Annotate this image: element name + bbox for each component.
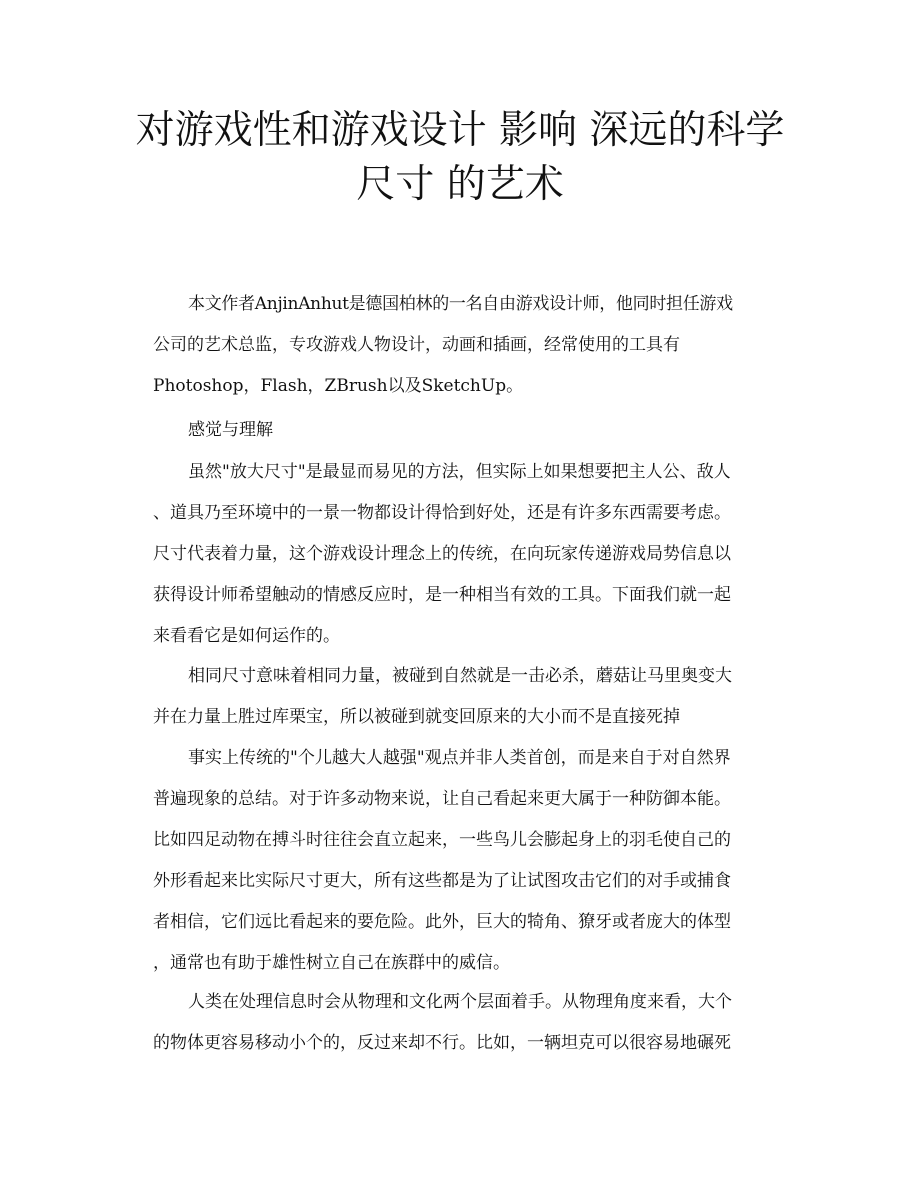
paragraph-line: 并在力量上胜过库栗宝，所以被碰到就变回原来的大小而不是直接死掉 — [153, 707, 680, 727]
title-line-2: 尺寸 的艺术 — [356, 162, 564, 207]
paragraph-line: 获得设计师希望触动的情感反应时，是一种相当有效的工具。下面我们就一起 — [153, 585, 731, 605]
document-title — [110, 104, 810, 212]
section-heading — [153, 410, 768, 451]
paragraph-line: 本文作者AnjinAnhut是德国柏林的一名自由游戏设计师，他同时担任游戏 — [188, 294, 733, 314]
paragraph-size-and-power — [153, 452, 768, 657]
paragraph-line: 普遍现象的总结。对于许多动物来说，让自己看起来更大属于一种防御本能。 — [153, 789, 731, 809]
paragraph-line: 尺寸代表着力量，这个游戏设计理念上的传统，在向玩家传递游戏局势信息以 — [153, 544, 731, 564]
paragraph-line: 的物体更容易移动小个的，反过来却不行。比如，一辆坦克可以很容易地碾死 — [153, 1033, 731, 1053]
paragraph-line: Photoshop，Flash，ZBrush以及SketchUp。 — [153, 376, 524, 396]
paragraph-physical-cultural — [153, 982, 768, 1064]
paragraph-line: 虽然"放大尺寸"是最显而易见的方法，但实际上如果想要把主人公、敌人 — [188, 462, 731, 482]
paragraph-line: 、道具乃至环境中的一景一物都设计得恰到好处，还是有许多东西需要考虑。 — [153, 503, 731, 523]
paragraph-line: 公司的艺术总监，专攻游戏人物设计，动画和插画，经常使用的工具有 — [153, 335, 680, 355]
paragraph-line: 来看看它是如何运作的。 — [153, 626, 340, 646]
paragraph-line: 者相信，它们远比看起来的要危险。此外，巨大的犄角、獠牙或者庞大的体型 — [153, 912, 731, 932]
paragraph-line: 人类在处理信息时会从物理和文化两个层面着手。从物理角度来看，大个 — [188, 992, 732, 1012]
paragraph-line: ，通常也有助于雄性树立自己在族群中的威信。 — [153, 953, 510, 973]
paragraph-mario-example — [153, 656, 768, 738]
paragraph-nature-origin — [153, 738, 768, 984]
paragraph-line: 感觉与理解 — [188, 420, 273, 440]
paragraph-line: 事实上传统的"个儿越大人越强"观点并非人类首创，而是来自于对自然界 — [188, 748, 731, 768]
paragraph-line: 比如四足动物在搏斗时往往会直立起来，一些鸟儿会膨起身上的羽毛使自己的 — [153, 830, 731, 850]
paragraph-author-intro — [153, 284, 768, 407]
paragraph-line: 外形看起来比实际尺寸更大，所有这些都是为了让试图攻击它们的对手或捕食 — [153, 871, 731, 891]
title-line-1: 对游戏性和游戏设计 影响 深远的科学 — [135, 108, 785, 153]
paragraph-line: 相同尺寸意味着相同力量，被碰到自然就是一击必杀，蘑菇让马里奥变大 — [188, 666, 732, 686]
